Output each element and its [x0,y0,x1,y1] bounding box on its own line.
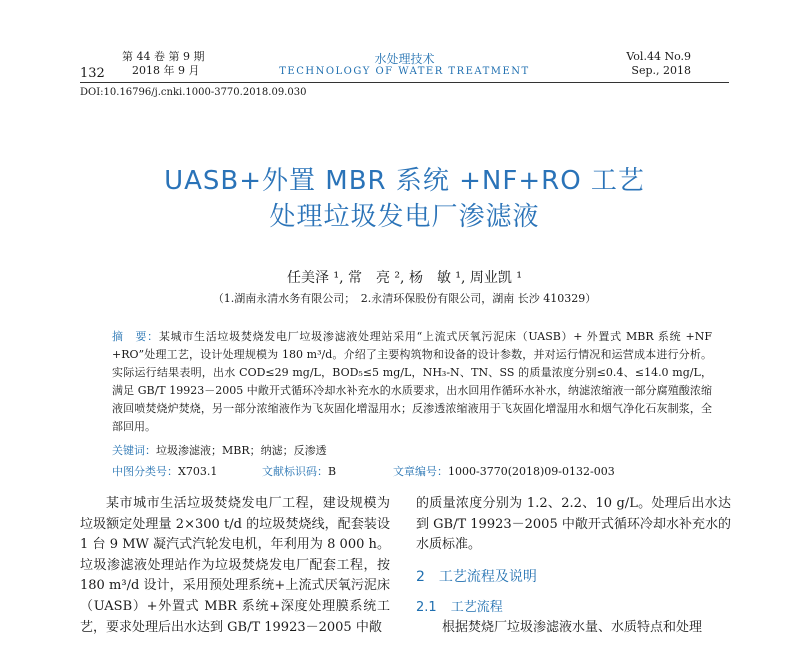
document-code-label: 文献标识码： [262,465,328,478]
body-right-paragraph: 的质量浓度分别为 1.2、2.2、10 g/L。处理后出水达到 GB/T 19923－2005 中敞开式循环冷却水补充水的水质标准。 [416,496,731,553]
volume-info-en [626,50,691,78]
section-2-1-number: 2.1 [416,600,437,615]
header-rule [80,82,729,83]
journal-title-en: TECHNOLOGY OF WATER TREATMENT [279,66,530,77]
keywords-text: 垃圾渗滤液；MBR；纳滤；反渗透 [156,444,327,457]
body-left-paragraph: 某市城市生活垃圾焚烧发电厂工程，建设规模为垃圾额定处理量 2×300 t/d 的垃圾焚烧线，配套装设 1 台 9 MW 凝汽式汽轮发电机，年利用为 8 000 h。垃圾渗滤液处理站作为垃圾焚烧发电厂配套工程，按 180 m³/d 设计，采用预处理系统+上流式厌氧污泥床（UASB）+外置式 MBR 系统+深度处理膜系统工艺，要求处理后出水达到 GB/T 19923－2005 中敞 [80,496,390,635]
classification [112,463,217,479]
keywords-label: 关键词： [112,444,156,457]
title-line-2: 处理垃圾发电厂渗滤液 [269,202,540,232]
article-number-label: 文章编号： [393,465,448,478]
doi: DOI:10.16796/j.cnki.1000-3770.2018.09.030 [80,87,307,98]
body-left-column [80,494,390,638]
date-en: Sep., 2018 [631,64,691,77]
journal-title-cn: 水处理技术 [374,52,435,66]
body-right-last-line: 根据焚烧厂垃圾渗滤液水量、水质特点和处理 [442,620,703,635]
affiliation: （1.湖南永清水务有限公司； 2.永清环保股份有限公司，湖南 长沙 410329） [212,292,597,305]
volume-en: Vol.44 No.9 [626,50,691,63]
classification-text: X703.1 [178,465,218,478]
section-2-1-heading [416,596,503,615]
title-line-1: UASB+外置 MBR 系统 +NF+RO 工艺 [164,166,645,196]
abstract [112,328,712,436]
authors: 任美泽 ¹, 常 亮 ², 杨 敏 ¹, 周业凯 ¹ [287,270,522,286]
date-cn: 2018 年 9 月 [132,64,200,77]
body-right-column [416,494,731,556]
document-code-text: B [328,465,337,478]
page-number: 132 [80,66,105,81]
abstract-text: 某城市生活垃圾焚烧发电厂垃圾渗滤液处理站采用“上流式厌氧污泥床（UASB）+ 外置式 MBR 系统 +NF +RO”处理工艺，设计处理规模为 180 m³/d。介绍了主要构筑物和设备的设计参数，并对运行情况和运营成本进行分析。实际运行结果表明，出水 COD≤29 mg/L，BOD₅≤5 mg/L，NH₃-N、TN、SS 的质量浓度分别≤0.4、≤14.0 mg/L，满足 GB/T 19923－2005 中敞开式循环冷却水补充水的水质要求，出水回用作循环水补水，纳滤浓缩液一部分腐殖酸浓缩液回喷焚烧炉焚烧，另一部分浓缩液作为飞灰固化增湿用水；反渗透浓缩液用于飞灰固化增湿用水和烟气净化石灰制浆，全部回用。 [112,330,712,433]
document-code [262,463,336,479]
classification-label: 中图分类号： [112,465,178,478]
article-number-text: 1000-3770(2018)09-0132-003 [448,465,615,478]
section-2-heading: 2 工艺流程及说明 [416,569,537,585]
abstract-label: 摘 要： [112,330,159,343]
keywords [112,442,327,458]
section-2-1-title: 工艺流程 [450,600,503,615]
article-number [393,463,615,479]
volume-cn: 第 44 卷 第 9 期 [122,50,205,63]
